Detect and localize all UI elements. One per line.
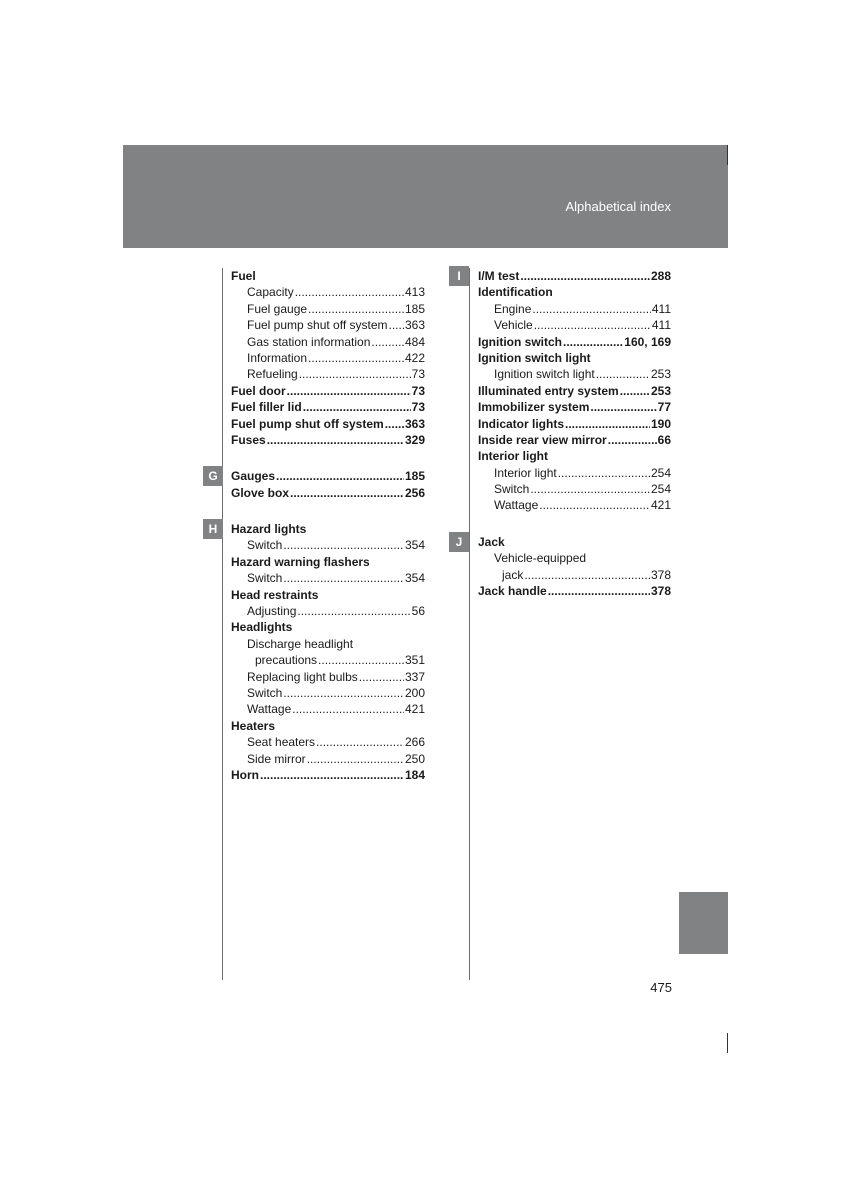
dot-leader bbox=[565, 416, 650, 432]
entry-page-number: 253 bbox=[650, 367, 671, 382]
entry-term: Fuel gauge bbox=[247, 301, 308, 316]
entry-page-number: 422 bbox=[404, 350, 425, 365]
dot-leader bbox=[283, 685, 404, 701]
entry-page-number: 185 bbox=[404, 469, 425, 484]
entry-page-number: 254 bbox=[650, 482, 671, 497]
entry-term: Headlights bbox=[231, 620, 293, 635]
index-entry[interactable] bbox=[478, 399, 671, 415]
entry-page-number: 337 bbox=[404, 669, 425, 684]
entry-term: Adjusting bbox=[247, 604, 297, 619]
dot-leader bbox=[539, 497, 650, 513]
index-entry[interactable] bbox=[231, 383, 425, 399]
entry-page-number: 363 bbox=[404, 416, 425, 431]
index-entry[interactable] bbox=[231, 767, 425, 783]
dot-leader bbox=[283, 537, 404, 553]
entry-term: Switch bbox=[247, 685, 283, 700]
index-entry[interactable] bbox=[231, 521, 425, 537]
entry-term: Switch bbox=[494, 482, 530, 497]
index-entry[interactable] bbox=[231, 685, 425, 701]
index-entry[interactable] bbox=[231, 366, 425, 382]
dot-leader bbox=[283, 570, 404, 586]
page-number: 475 bbox=[650, 980, 672, 995]
entry-term: Information bbox=[247, 350, 308, 365]
dot-leader bbox=[295, 284, 404, 300]
entry-term: Ignition switch light bbox=[494, 367, 595, 382]
entry-term: Heaters bbox=[231, 718, 276, 733]
index-entry[interactable] bbox=[478, 567, 671, 583]
dot-leader bbox=[389, 317, 404, 333]
index-entry[interactable] bbox=[478, 366, 671, 382]
entry-page-number: 200 bbox=[404, 685, 425, 700]
index-entry[interactable] bbox=[478, 534, 671, 550]
entry-term: Hazard lights bbox=[231, 522, 307, 537]
index-entry[interactable] bbox=[231, 416, 425, 432]
index-entry[interactable] bbox=[478, 284, 671, 300]
entry-page-number: 363 bbox=[404, 318, 425, 333]
entry-page-number: 421 bbox=[404, 702, 425, 717]
dot-leader bbox=[307, 751, 404, 767]
index-entry[interactable] bbox=[231, 652, 425, 668]
entry-term: Horn bbox=[231, 767, 259, 782]
section-letter-badge: J bbox=[449, 532, 469, 552]
dot-leader bbox=[563, 334, 623, 350]
entry-page-number: 378 bbox=[650, 584, 671, 599]
dot-leader bbox=[371, 334, 404, 350]
entry-term: Indicator lights bbox=[478, 416, 565, 431]
entry-page-number: 351 bbox=[404, 653, 425, 668]
section-letter-badge: H bbox=[203, 519, 223, 539]
dot-leader bbox=[287, 383, 411, 399]
trim-mark-bottom bbox=[727, 1033, 728, 1053]
entry-term: Vehicle bbox=[494, 318, 533, 333]
index-entry[interactable] bbox=[231, 587, 425, 603]
entry-page-number: 354 bbox=[404, 571, 425, 586]
section-gap bbox=[231, 448, 425, 468]
index-entry[interactable] bbox=[478, 268, 671, 284]
dot-leader bbox=[308, 301, 404, 317]
entry-term: Fuel door bbox=[231, 383, 286, 398]
entry-term: Seat heaters bbox=[247, 735, 316, 750]
index-entry[interactable] bbox=[478, 383, 671, 399]
index-entry[interactable] bbox=[231, 284, 425, 300]
index-entry[interactable] bbox=[478, 583, 671, 599]
entry-page-number: 77 bbox=[657, 400, 671, 415]
entry-term: Immobilizer system bbox=[478, 400, 590, 415]
index-entry[interactable] bbox=[231, 317, 425, 333]
dot-leader bbox=[267, 432, 404, 448]
entry-term: Switch bbox=[247, 571, 283, 586]
entry-term: Fuel pump shut off system bbox=[231, 416, 384, 431]
dot-leader bbox=[530, 481, 650, 497]
entry-page-number: 254 bbox=[650, 465, 671, 480]
dot-leader bbox=[590, 399, 656, 415]
index-column-right bbox=[478, 268, 671, 599]
entry-term: Illuminated entry system bbox=[478, 383, 619, 398]
entry-page-number: 190 bbox=[650, 416, 671, 431]
index-entry[interactable] bbox=[231, 468, 425, 484]
section-gap bbox=[231, 501, 425, 521]
entry-term: Inside rear view mirror bbox=[478, 432, 607, 447]
index-entry[interactable] bbox=[478, 550, 671, 566]
index-entry[interactable] bbox=[231, 718, 425, 734]
entry-term: Hazard warning flashers bbox=[231, 554, 370, 569]
entry-term: Capacity bbox=[247, 285, 294, 300]
entry-term: Side mirror bbox=[247, 751, 306, 766]
index-entry[interactable] bbox=[231, 603, 425, 619]
index-entry[interactable] bbox=[478, 432, 671, 448]
entry-page-number: 378 bbox=[650, 567, 671, 582]
index-entry[interactable] bbox=[478, 448, 671, 464]
index-entry[interactable] bbox=[478, 317, 671, 333]
entry-term: Fuses bbox=[231, 432, 266, 447]
dot-leader bbox=[316, 734, 404, 750]
entry-term: Gauges bbox=[231, 469, 276, 484]
index-entry[interactable] bbox=[231, 554, 425, 570]
index-entry[interactable] bbox=[231, 636, 425, 652]
dot-leader bbox=[276, 468, 404, 484]
entry-page-number: 421 bbox=[650, 498, 671, 513]
index-entry[interactable] bbox=[478, 301, 671, 317]
entry-term: Fuel filler lid bbox=[231, 400, 302, 415]
index-entry[interactable] bbox=[231, 751, 425, 767]
entry-page-number: 411 bbox=[651, 301, 671, 316]
entry-term: Jack handle bbox=[478, 584, 547, 599]
entry-term: Jack bbox=[478, 534, 505, 549]
dot-leader bbox=[534, 317, 651, 333]
entry-term: Engine bbox=[494, 301, 532, 316]
index-entry[interactable] bbox=[478, 350, 671, 366]
entry-term: Glove box bbox=[231, 485, 290, 500]
entry-term: Interior light bbox=[494, 465, 557, 480]
trim-mark-top bbox=[727, 145, 728, 165]
dot-leader bbox=[299, 366, 411, 382]
index-entry[interactable] bbox=[478, 465, 671, 481]
dot-leader bbox=[359, 669, 404, 685]
index-column-left bbox=[231, 268, 425, 783]
entry-page-number: 184 bbox=[404, 767, 425, 782]
dot-leader bbox=[548, 583, 650, 599]
index-entry[interactable] bbox=[231, 537, 425, 553]
entry-term: Wattage bbox=[494, 498, 539, 513]
dot-leader bbox=[596, 366, 650, 382]
dot-leader bbox=[524, 567, 650, 583]
dot-leader bbox=[260, 767, 404, 783]
dot-leader bbox=[292, 701, 404, 717]
section-thumb-tab bbox=[679, 892, 728, 954]
column-rule-right bbox=[469, 268, 470, 980]
dot-leader bbox=[385, 416, 404, 432]
entry-page-number: 73 bbox=[411, 367, 425, 382]
entry-term: Interior light bbox=[478, 449, 548, 464]
entry-term: jack bbox=[502, 567, 524, 582]
entry-term: Switch bbox=[247, 538, 283, 553]
entry-term: Fuel bbox=[231, 269, 256, 283]
index-entry[interactable] bbox=[231, 268, 425, 284]
entry-term: I/M test bbox=[478, 269, 520, 283]
index-entry[interactable] bbox=[478, 497, 671, 513]
page-title: Alphabetical index bbox=[565, 199, 671, 214]
entry-page-number: 73 bbox=[411, 400, 425, 415]
index-entry[interactable] bbox=[478, 416, 671, 432]
entry-page-number: 250 bbox=[404, 751, 425, 766]
dot-leader bbox=[620, 383, 650, 399]
column-rule-left bbox=[222, 268, 223, 980]
dot-leader bbox=[290, 485, 404, 501]
index-entry[interactable] bbox=[231, 432, 425, 448]
index-entry[interactable] bbox=[231, 669, 425, 685]
index-entry[interactable] bbox=[231, 485, 425, 501]
entry-page-number: 329 bbox=[404, 432, 425, 447]
index-entry[interactable] bbox=[231, 334, 425, 350]
entry-page-number: 253 bbox=[650, 383, 671, 398]
index-entry[interactable] bbox=[231, 619, 425, 635]
entry-term: Ignition switch light bbox=[478, 350, 591, 365]
entry-page-number: 413 bbox=[404, 285, 425, 300]
section-letter-badge: G bbox=[203, 466, 223, 486]
entry-page-number: 411 bbox=[651, 318, 671, 333]
entry-term: Head restraints bbox=[231, 587, 319, 602]
index-entry[interactable] bbox=[231, 399, 425, 415]
entry-page-number: 160, 169 bbox=[624, 334, 671, 349]
entry-term: precautions bbox=[255, 653, 318, 668]
index-entry[interactable] bbox=[231, 301, 425, 317]
dot-leader bbox=[308, 350, 404, 366]
index-entry[interactable] bbox=[231, 570, 425, 586]
entry-term: Refueling bbox=[247, 367, 298, 382]
entry-page-number: 256 bbox=[404, 485, 425, 500]
dot-leader bbox=[558, 465, 650, 481]
entry-term: Discharge headlight bbox=[247, 636, 354, 651]
entry-term: Ignition switch bbox=[478, 334, 562, 349]
entry-page-number: 56 bbox=[411, 604, 425, 619]
dot-leader bbox=[297, 603, 410, 619]
index-entry[interactable] bbox=[478, 481, 671, 497]
section-letter-badge: I bbox=[449, 266, 469, 286]
entry-page-number: 73 bbox=[411, 383, 425, 398]
dot-leader bbox=[303, 399, 411, 415]
entry-term: Replacing light bulbs bbox=[247, 669, 358, 684]
dot-leader bbox=[520, 268, 650, 284]
entry-page-number: 185 bbox=[404, 301, 425, 316]
header-band bbox=[123, 145, 728, 248]
entry-page-number: 266 bbox=[404, 735, 425, 750]
index-entry[interactable] bbox=[231, 350, 425, 366]
entry-page-number: 484 bbox=[404, 334, 425, 349]
index-entry[interactable] bbox=[231, 734, 425, 750]
entry-term: Vehicle-equipped bbox=[494, 551, 587, 566]
entry-page-number: 288 bbox=[650, 269, 671, 283]
entry-term: Fuel pump shut off system bbox=[247, 318, 388, 333]
entry-term: Identification bbox=[478, 285, 553, 300]
entry-page-number: 66 bbox=[657, 432, 671, 447]
dot-leader bbox=[608, 432, 657, 448]
entry-page-number: 354 bbox=[404, 538, 425, 553]
entry-term: Gas station information bbox=[247, 334, 371, 349]
index-entry[interactable] bbox=[231, 701, 425, 717]
section-gap bbox=[478, 514, 671, 534]
dot-leader bbox=[318, 652, 404, 668]
entry-term: Wattage bbox=[247, 702, 292, 717]
index-entry[interactable] bbox=[478, 334, 671, 350]
dot-leader bbox=[532, 301, 650, 317]
